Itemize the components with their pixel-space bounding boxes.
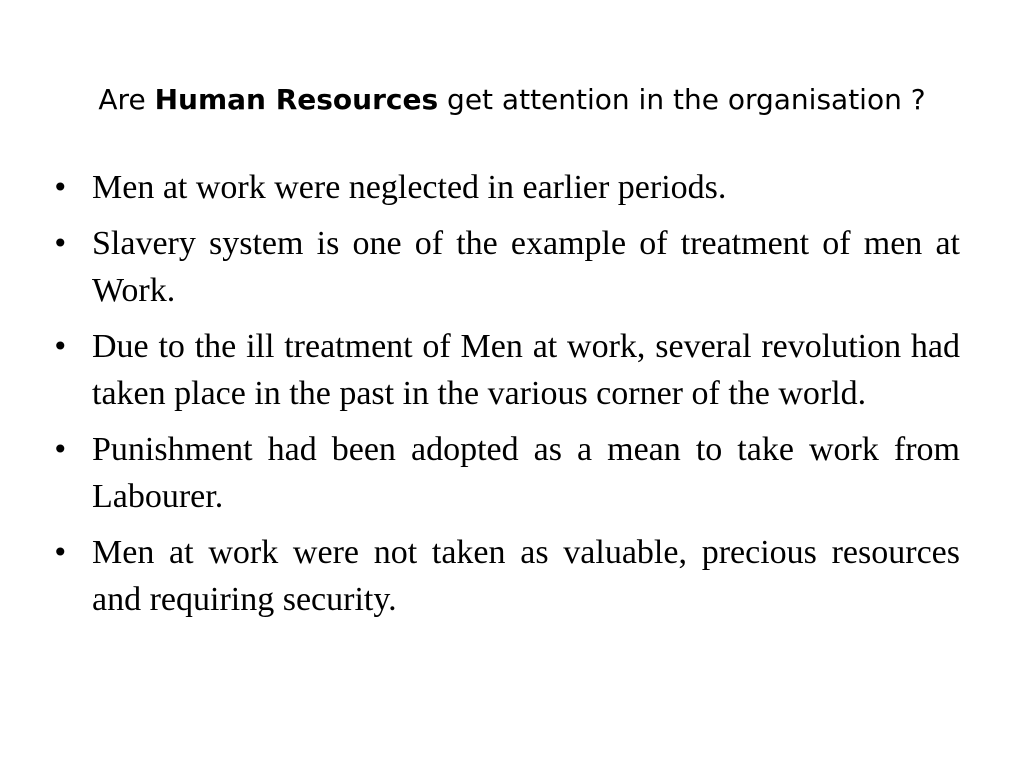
bullet-item xyxy=(52,164,960,211)
bullet-item xyxy=(52,220,960,314)
slide-title xyxy=(40,78,984,122)
bullet-list xyxy=(52,164,960,632)
bullet-text: Men at work were neglected in earlier periods. xyxy=(92,169,727,206)
bullet-icon: • xyxy=(52,433,69,466)
bullet-text: Slavery system is one of the example of treatment of men at Work. xyxy=(92,225,960,309)
title-prefix: Are xyxy=(98,83,155,116)
bullet-text: Men at work were not taken as valuable, precious resources and requiring security. xyxy=(92,534,960,618)
bullet-icon: • xyxy=(52,536,69,569)
bullet-item xyxy=(52,529,960,623)
bullet-item xyxy=(52,426,960,520)
title-bold: Human Resources xyxy=(154,83,439,116)
title-suffix: get attention in the organisation ? xyxy=(438,83,926,116)
bullet-icon: • xyxy=(52,330,69,363)
bullet-text: Due to the ill treatment of Men at work, several revolution had taken place in the past in the various corner of the world. xyxy=(92,328,960,412)
bullet-text: Punishment had been adopted as a mean to take work from Labourer. xyxy=(92,431,960,515)
bullet-icon: • xyxy=(52,171,69,204)
bullet-icon: • xyxy=(52,227,69,260)
bullet-item xyxy=(52,323,960,417)
